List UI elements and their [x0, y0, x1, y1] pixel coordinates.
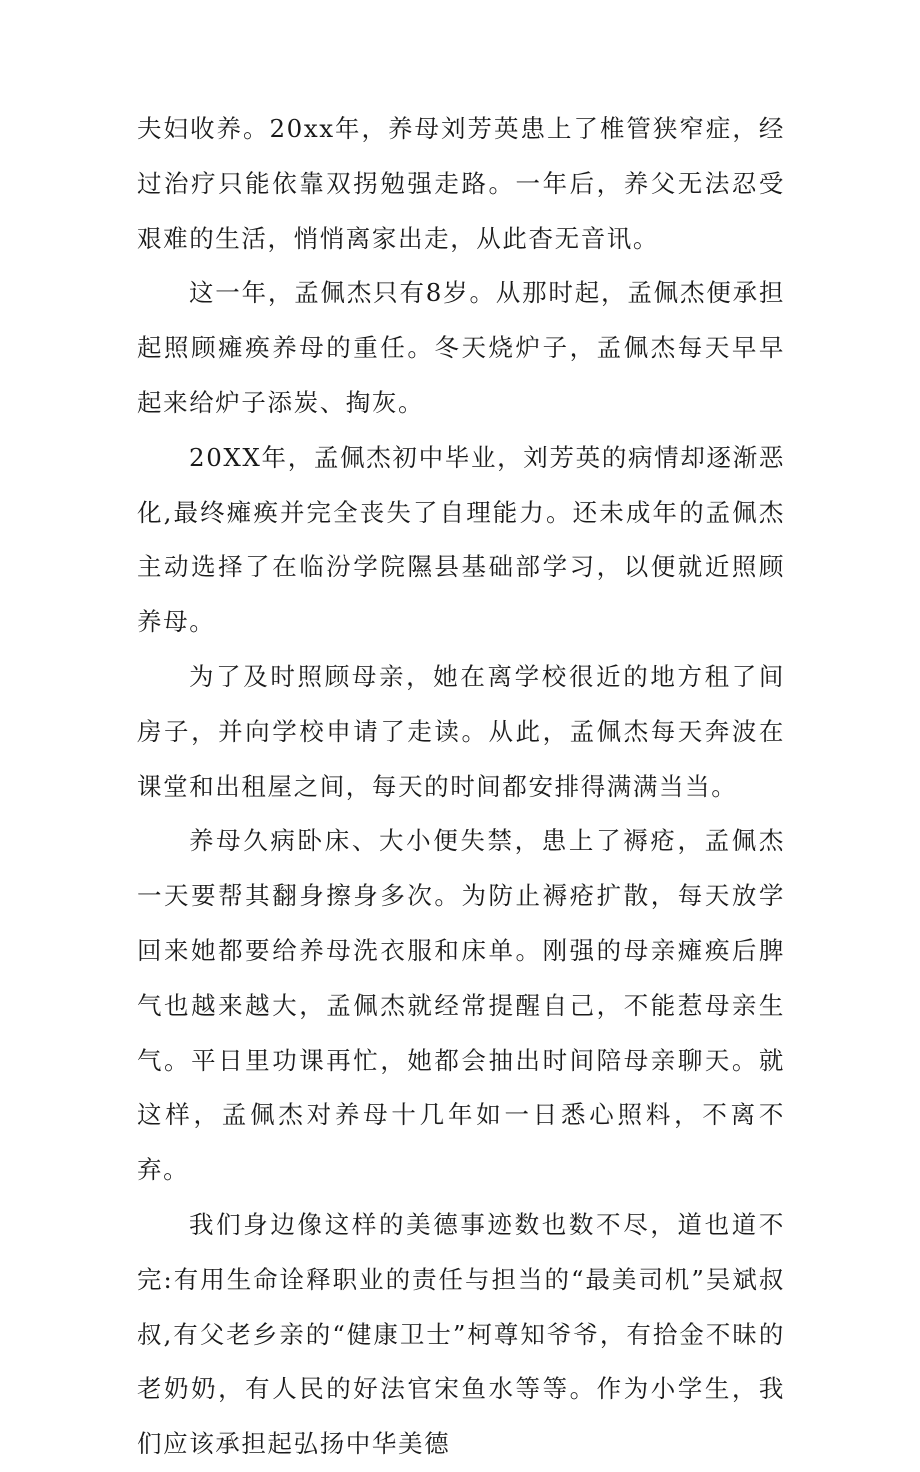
- paragraph-6: 我们身边像这样的美德事迹数也数不尽，道也道不完:有用生命诠释职业的责任与担当的“最美司机”吴斌叔叔,有父老乡亲的“健康卫士”柯尊知爷爷，有拾金不昧的老奶奶，有人民的好法官宋鱼水等等。作为小学生，我们应该承担起弘扬中华美德: [137, 1209, 785, 1459]
- document-body: [137, 102, 785, 1472]
- paragraph-3: 20XX年，孟佩杰初中毕业，刘芳英的病情却逐渐恶化,最终瘫痪并完全丧失了自理能力。还未成年的孟佩杰主动选择了在临汾学院隰县基础部学习，以便就近照顾养母。: [137, 442, 785, 637]
- paragraph-5: 养母久病卧床、大小便失禁，患上了褥疮，孟佩杰一天要帮其翻身擦身多次。为防止褥疮扩散，每天放学回来她都要给养母洗衣服和床单。刚强的母亲瘫痪后脾气也越来越大，孟佩杰就经常提醒自己，不能惹母亲生气。平日里功课再忙，她都会抽出时间陪母亲聊天。就这样，孟佩杰对养母十几年如一日悉心照料，不离不弃。: [137, 826, 785, 1185]
- paragraph-4: 为了及时照顾母亲，她在离学校很近的地方租了间房子，并向学校申请了走读。从此，孟佩杰每天奔波在课堂和出租屋之间，每天的时间都安排得满满当当。: [137, 661, 785, 801]
- paragraph-1: 夫妇收养。20xx年，养母刘芳英患上了椎管狭窄症，经过治疗只能依靠双拐勉强走路。一年后，养父无法忍受艰难的生活，悄悄离家出走，从此杳无音讯。: [137, 114, 785, 253]
- paragraph-2: 这一年，孟佩杰只有8岁。从那时起，孟佩杰便承担起照顾瘫痪养母的重任。冬天烧炉子，孟佩杰每天早早起来给炉子添炭、掏灰。: [137, 278, 785, 417]
